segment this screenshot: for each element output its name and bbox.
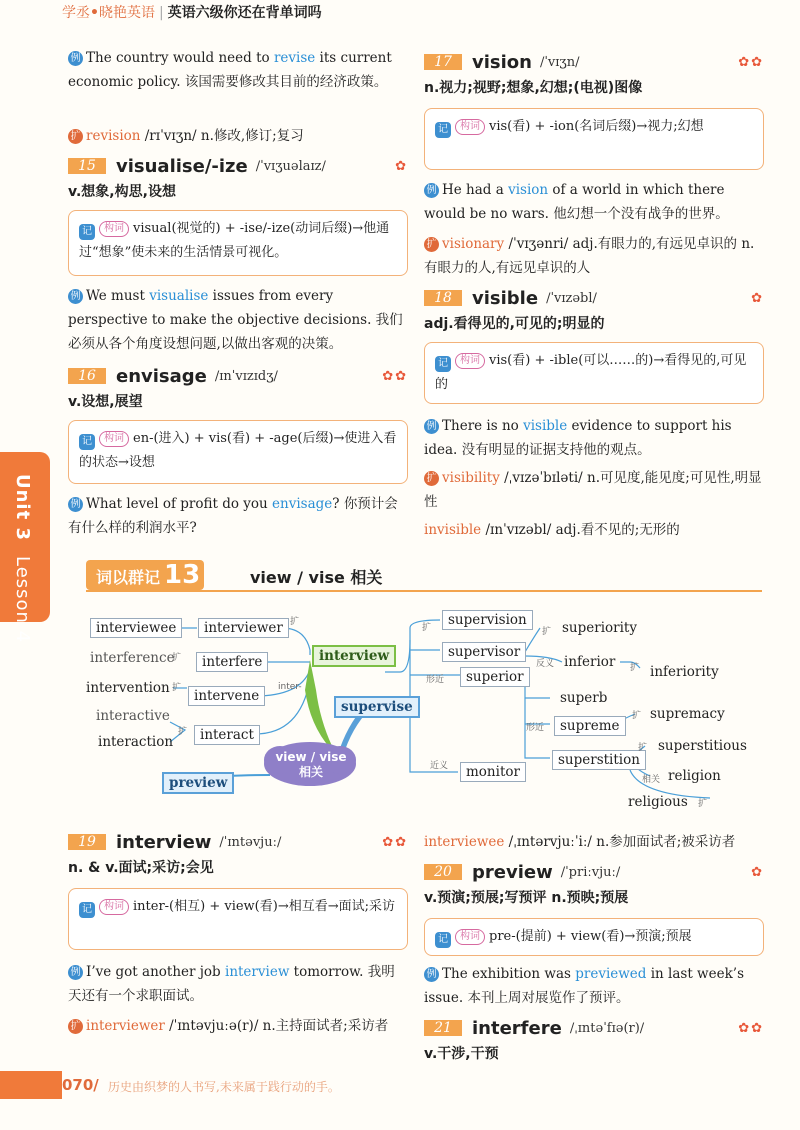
keyword: visible	[523, 418, 568, 434]
example-icon: 例	[424, 183, 439, 198]
mindmap-node-interactive: interactive	[96, 708, 170, 724]
formation-icon: 记	[435, 122, 451, 138]
footer-quote: 历史由织梦的人书写,未来属于践行动的手。	[108, 1080, 340, 1094]
example-text: We must	[86, 288, 150, 304]
mindmap-node-superior: superior	[460, 667, 530, 687]
lesson-number: Lesson 4	[12, 556, 33, 644]
keyword: previewed	[575, 966, 647, 982]
formation-label: 构词	[99, 431, 129, 447]
extension-word: visionary	[442, 236, 505, 252]
frequency-stars-icon: ✿	[751, 864, 764, 880]
headword: vision	[472, 51, 532, 73]
unit-side-tab	[0, 452, 50, 644]
mindmap-node-inferior: inferior	[564, 654, 616, 670]
unit-number: Unit 3	[12, 474, 33, 541]
mindmap-node-superstition: superstition	[552, 750, 646, 770]
formation-icon: 记	[435, 356, 451, 372]
word-17-example	[424, 178, 764, 226]
example-translation: 他幻想一个没有战争的世界。	[553, 206, 729, 222]
brand-name-b: 晓艳英语	[98, 5, 155, 21]
word-19-extension	[68, 1014, 408, 1038]
example-text: evidence to support his idea.	[424, 418, 732, 458]
extension-definition: /rɪˈvɪʒn/ n.修改,修订;复习	[140, 128, 304, 144]
extension-definition: /ˌvɪzəˈbɪləti/ n.可见度,能见度;可见性,明显性	[424, 470, 762, 510]
tag-extension: 扩	[290, 617, 300, 627]
headword: preview	[472, 861, 553, 883]
phonetic: /ˌɪntəˈfɪə(r)/	[569, 1020, 645, 1036]
part-of-speech: v.干涉,干预	[424, 1046, 499, 1062]
word-16-header	[68, 364, 408, 388]
word-number: 16	[68, 368, 106, 384]
header-brand	[62, 2, 322, 22]
mindmap-node-inferiority: inferiority	[650, 664, 719, 680]
word-formation-box	[68, 210, 408, 276]
tag-inter-prefix: inter-	[278, 682, 302, 692]
example-icon: 例	[68, 289, 83, 304]
headword: visualise/-ize	[116, 155, 248, 177]
word-18-extension-2	[424, 518, 764, 542]
mindmap-node-interview: interview	[312, 645, 396, 667]
tag-extension: 扩	[172, 683, 182, 693]
word-20-header	[424, 860, 764, 884]
page-number: 070/	[62, 1076, 99, 1094]
extension-definition: /ˌɪntərvjuːˈiː/ n.参加面试者;被采访者	[504, 834, 736, 850]
brand-dot: •	[90, 5, 99, 21]
frequency-stars-icon: ✿✿	[738, 1020, 764, 1036]
book-title: 英语六级你还在背单词吗	[167, 5, 322, 21]
word-formation-box	[424, 108, 764, 170]
part-of-speech: n. & v.面试;采访;会见	[68, 860, 214, 876]
phonetic: /ɪnˈvɪzɪdʒ/	[214, 368, 278, 384]
headword: envisage	[116, 365, 207, 387]
frequency-stars-icon: ✿✿	[382, 368, 408, 384]
word-number: 17	[424, 54, 462, 70]
extension-definition: /ˈɪntəvjuːə(r)/ n.主持面试者;采访者	[164, 1018, 389, 1034]
word-15-example	[68, 284, 408, 356]
word-number: 19	[68, 834, 106, 850]
frequency-stars-icon: ✿	[751, 290, 764, 306]
tag-extension: 扩	[422, 623, 432, 633]
word-formation-box	[424, 342, 764, 404]
mindmap-center-label	[266, 750, 356, 780]
extension-word: interviewer	[86, 1018, 165, 1034]
word-formation-box	[424, 918, 764, 956]
formation-label: 构词	[455, 119, 485, 135]
unit-label	[12, 466, 33, 643]
center-label-related: 相关	[298, 765, 323, 779]
word-15-header	[68, 154, 408, 178]
tag-extension: 扩	[178, 727, 188, 737]
mindmap-node-intervene: intervene	[188, 686, 265, 706]
phonetic: /ˈvɪʒuəlaɪz/	[255, 158, 326, 174]
mindmap-node-supremacy: supremacy	[650, 706, 725, 722]
mindmap-node-supervisor: supervisor	[442, 642, 526, 662]
headword: visible	[472, 287, 539, 309]
tag-similar-form: 形近	[526, 723, 545, 733]
word-number: 21	[424, 1020, 462, 1036]
example-text: tomorrow.	[289, 964, 368, 980]
formation-text: inter-(相互) + view(看)→相互看→面试;采访	[133, 899, 395, 914]
formation-icon: 记	[79, 224, 95, 240]
keyword: interview	[225, 964, 290, 980]
mindmap-node-superiority: superiority	[562, 620, 637, 636]
word-18-example	[424, 414, 764, 462]
formation-text: pre-(提前) + view(看)→预演;预展	[489, 929, 692, 944]
phonetic: /ˈpriːvjuː/	[560, 864, 621, 880]
keyword: revise	[273, 50, 316, 66]
frequency-stars-icon: ✿✿	[382, 834, 408, 850]
mindmap-node-interaction: interaction	[98, 734, 174, 750]
part-of-speech: v.设想,展望	[68, 394, 143, 410]
keyword: envisage	[272, 496, 333, 512]
tag-extension: 扩	[542, 627, 552, 637]
footer-accent-bar	[0, 1071, 62, 1099]
headword: interview	[116, 831, 212, 853]
example-text: of a world in which there would be no wars.	[424, 182, 725, 222]
example-text: I’ve got another job	[86, 964, 225, 980]
tag-extension: 扩	[698, 799, 708, 809]
word-16-example	[68, 492, 408, 540]
frequency-stars-icon: ✿	[395, 158, 408, 174]
tag-extension: 扩	[172, 653, 182, 663]
tag-antonym: 反义	[536, 659, 555, 669]
phonetic: /ˈvɪzəbl/	[546, 290, 597, 306]
banner-number: 13	[164, 560, 201, 590]
word-17-header	[424, 50, 764, 74]
mindmap-node-supervision: supervision	[442, 610, 533, 630]
brand-name-a: 学丞	[62, 5, 90, 21]
example-text: The country would need to	[86, 50, 274, 66]
formation-label: 构词	[99, 221, 129, 237]
mindmap-node-supervise: supervise	[334, 696, 420, 718]
word-18-header	[424, 286, 764, 310]
extension-word: invisible	[424, 522, 482, 538]
example-text: issues from every perspective to make the objective decisions.	[68, 288, 372, 328]
example-translation: 我们必须从各个角度设想问题,以做出客观的决策。	[68, 312, 403, 352]
extension-icon: 扩	[68, 1019, 83, 1034]
part-of-speech: n.视力;视野;想象,幻想;(电视)图像	[424, 80, 643, 96]
extension-word: interviewee	[424, 834, 505, 850]
example-text: He had a	[442, 182, 509, 198]
keyword: visualise	[149, 288, 209, 304]
example-translation: 本刊上周对展览作了预评。	[467, 990, 630, 1006]
extension-icon: 扩	[424, 237, 439, 252]
word-17-extension	[424, 232, 764, 280]
word-formation-box	[68, 420, 408, 484]
tag-synonym: 近义	[430, 761, 449, 771]
extension-definition: /ɪnˈvɪzəbl/ adj.看不见的;无形的	[481, 522, 680, 538]
formation-icon: 记	[79, 902, 95, 918]
word-19-extension-2	[424, 830, 764, 854]
mindmap-node-superb: superb	[560, 690, 608, 706]
example-text: in last week’s issue.	[424, 966, 744, 1006]
word-19-example	[68, 960, 408, 1008]
mindmap-node-interact: interact	[194, 725, 260, 745]
extension-icon: 扩	[424, 471, 439, 486]
keyword: vision	[508, 182, 549, 198]
example-icon: 例	[68, 965, 83, 980]
word-group-title: view / vise 相关	[250, 568, 383, 587]
headword: interfere	[472, 1017, 562, 1039]
banner-divider	[86, 590, 762, 592]
frequency-stars-icon: ✿✿	[738, 54, 764, 70]
extension-word: revision	[86, 128, 141, 144]
example-translation: 你预计会有什么样的利润水平?	[68, 496, 398, 536]
example-translation: 我明天还有一个求职面试。	[68, 964, 395, 1004]
example-text: The exhibition was	[442, 966, 576, 982]
word-number: 18	[424, 290, 462, 306]
formation-label: 构词	[455, 353, 485, 369]
word-group-banner	[86, 560, 204, 590]
example-icon: 例	[424, 967, 439, 982]
tag-extension: 扩	[632, 711, 642, 721]
phonetic: /ˈvɪʒn/	[539, 54, 580, 70]
banner-label: 词以群记	[96, 568, 161, 587]
word-19-header	[68, 830, 408, 854]
mindmap-node-preview: preview	[162, 772, 234, 794]
revise-example	[68, 46, 408, 94]
mindmap-node-interfere: interfere	[196, 652, 268, 672]
mindmap-node-interviewer: interviewer	[198, 618, 289, 638]
tag-extension: 扩	[638, 743, 648, 753]
formation-icon: 记	[435, 932, 451, 948]
mindmap-node-monitor: monitor	[460, 762, 526, 782]
example-icon: 例	[424, 419, 439, 434]
formation-label: 构词	[99, 899, 129, 915]
mindmap-node-supreme: supreme	[554, 716, 626, 736]
mindmap-node-intervention: intervention	[86, 680, 170, 696]
green-branch	[305, 660, 332, 748]
example-text: its current economic policy.	[68, 50, 392, 90]
mindmap-node-interviewee: interviewee	[90, 618, 182, 638]
word-formation-box	[68, 888, 408, 950]
extension-definition: /ˈvɪʒənri/ adj.有眼力的,有远见卓识的 n.有眼力的人,有远见卓识的人	[424, 236, 755, 276]
tag-similar-form: 形近	[426, 675, 445, 685]
mindmap-node-religion: religion	[668, 768, 721, 784]
extension-icon: 扩	[68, 129, 83, 144]
word-number: 15	[68, 158, 106, 174]
phonetic: /ˈɪntəvjuː/	[219, 834, 282, 850]
mindmap-node-religious: religious	[628, 794, 688, 810]
formation-text: en-(进入) + vis(看) + -age(后缀)→使进入看的状态→设想	[79, 431, 397, 470]
part-of-speech: adj.看得见的,可见的;明显的	[424, 316, 605, 332]
formation-text: vis(看) + -ion(名词后缀)→视力;幻想	[489, 119, 704, 134]
formation-icon: 记	[79, 434, 95, 450]
word-mindmap	[70, 600, 770, 820]
formation-label: 构词	[455, 929, 485, 945]
word-number: 20	[424, 864, 462, 880]
header-separator: |	[158, 5, 164, 21]
formation-text: visual(视觉的) + -ise/-ize(动词后缀)→他通过“想象”使未来的生活情景可视化。	[79, 221, 390, 260]
word-20-example	[424, 962, 764, 1010]
tag-related: 相关	[642, 775, 661, 785]
mindmap-node-interference: interference	[90, 650, 175, 666]
example-icon: 例	[68, 497, 83, 512]
example-text: There is no	[442, 418, 524, 434]
example-text: What level of profit do you	[86, 496, 273, 512]
example-text: ?	[332, 496, 344, 512]
center-label-root: view / vise	[275, 750, 347, 764]
mindmap-node-superstitious: superstitious	[658, 738, 747, 754]
part-of-speech: v.想象,构思,设想	[68, 184, 176, 200]
tag-extension: 扩	[630, 663, 640, 673]
formation-text: vis(看) + -ible(可以……的)→看得见的,可见的	[435, 353, 747, 392]
word-21-header	[424, 1016, 764, 1040]
example-translation: 没有明显的证据支持他的观点。	[461, 442, 651, 458]
extension-word: visibility	[442, 470, 500, 486]
example-translation: 该国需要修改其目前的经济政策。	[184, 74, 388, 90]
part-of-speech: v.预演;预展;写预评 n.预映;预展	[424, 890, 629, 906]
revision-extension	[68, 124, 408, 148]
example-icon: 例	[68, 51, 83, 66]
word-18-extension	[424, 466, 764, 514]
